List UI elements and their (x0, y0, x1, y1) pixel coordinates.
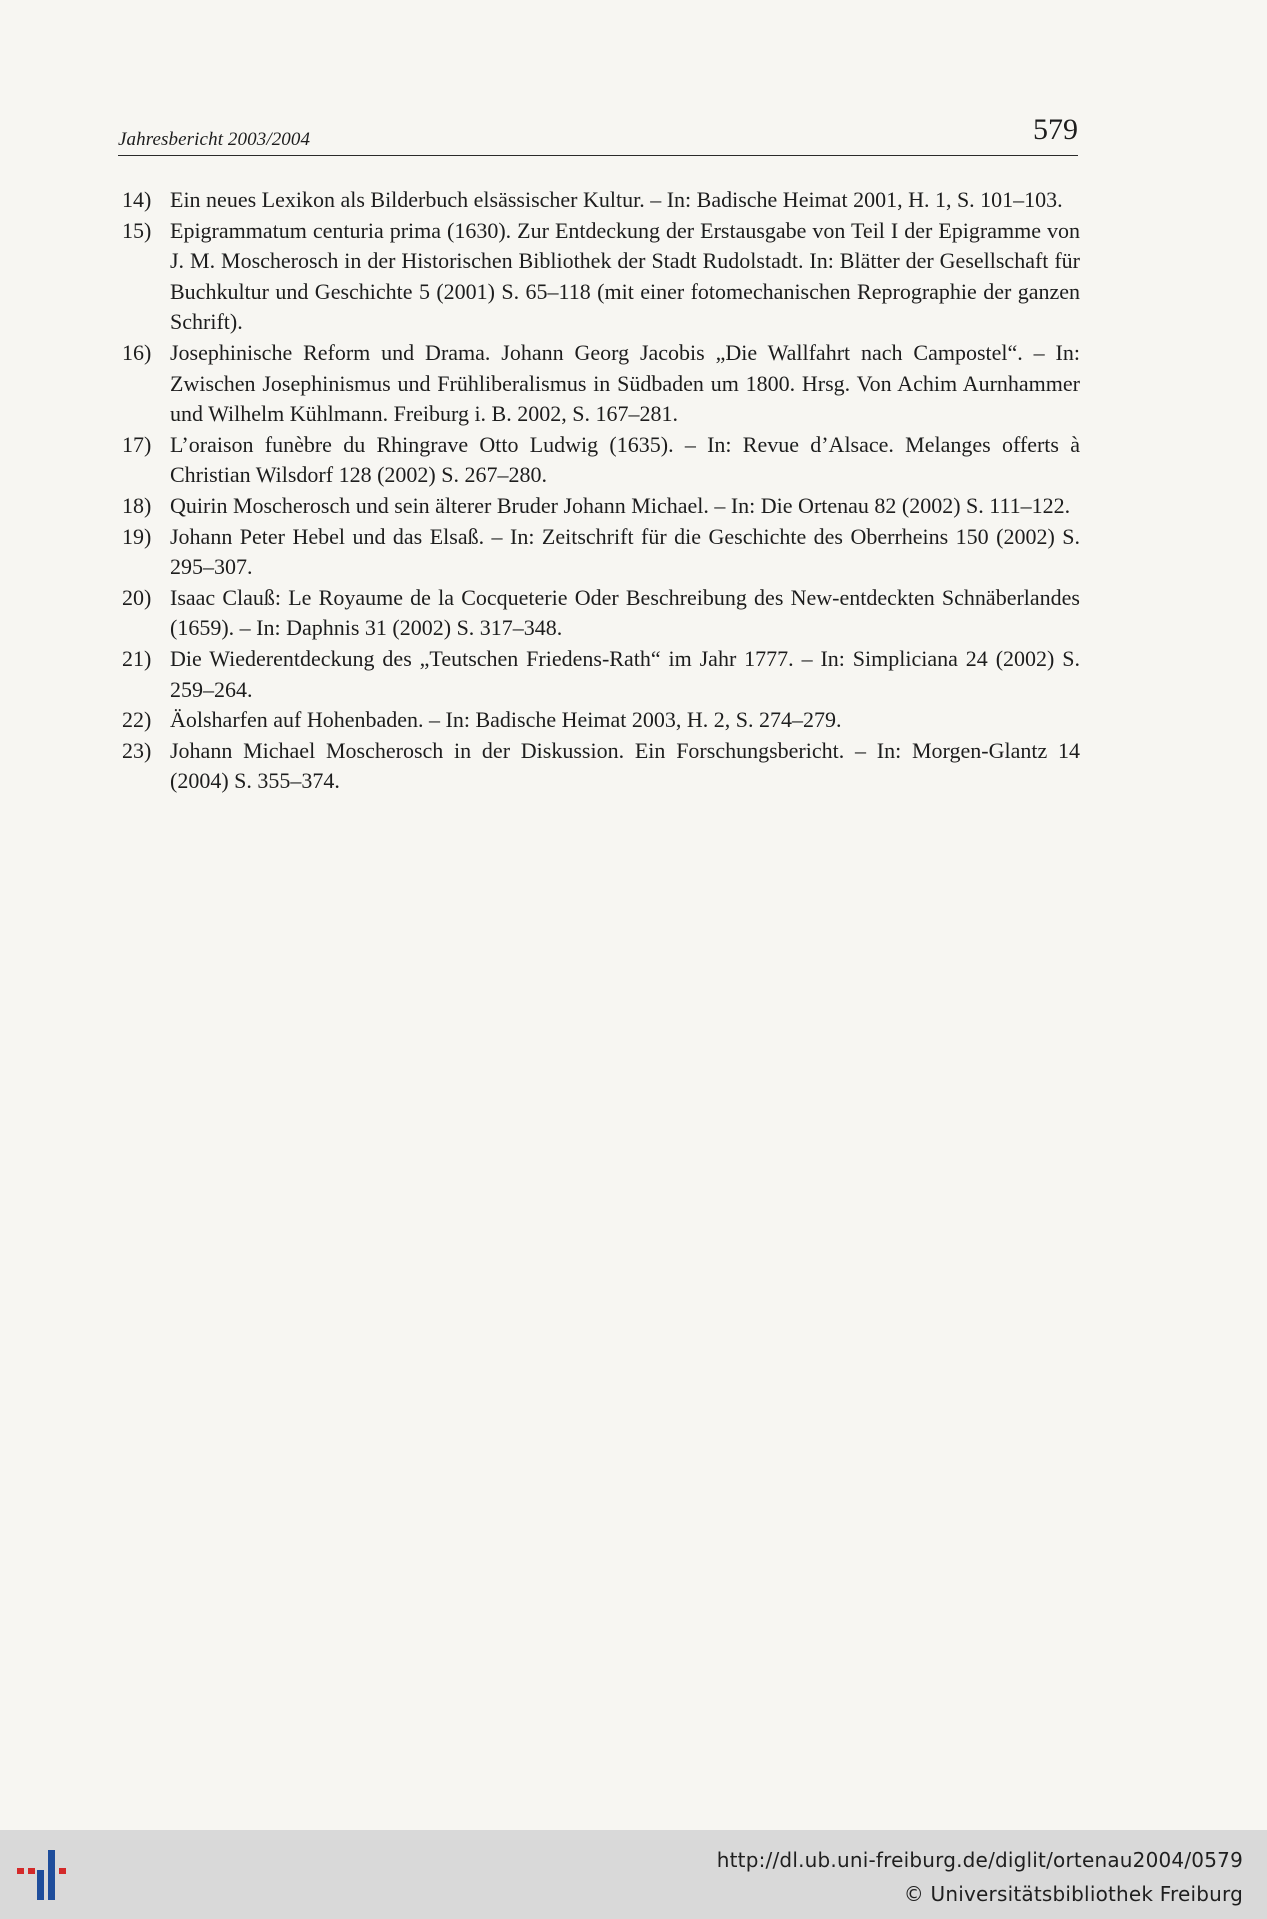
entry-number: 16) (122, 339, 152, 365)
entry-number: 23) (122, 737, 152, 763)
entry-number: 22) (122, 707, 152, 733)
entry-number: 15) (122, 217, 152, 243)
logo-red-right-square (59, 1868, 66, 1874)
entry-number: 19) (122, 523, 152, 549)
logo-red-left-square (28, 1868, 35, 1874)
bibliography-entry (118, 491, 1080, 522)
entry-number: 17) (122, 431, 152, 457)
entry-text: Die Wiederentdeckung des „Teutschen Friedens-Rath“ im Jahr 1777. – In: Simpliciana 24 (2002) S. 259–264. (170, 645, 1080, 702)
entry-number: 14) (122, 187, 152, 212)
entry-text: Quirin Moscherosch und sein älterer Bruder Johann Michael. – In: Die Ortenau 82 (2002) S. 111–122. (170, 492, 1071, 518)
footer-url-link[interactable]: http://dl.ub.uni-freiburg.de/diglit/ortenau2004/0579 (716, 1848, 1243, 1872)
footer-bar (0, 1830, 1267, 1919)
running-head (118, 113, 1078, 156)
bibliography-entry (118, 522, 1080, 583)
bibliography-entry (118, 583, 1080, 644)
entry-text: Äolsharfen auf Hohenbaden. – In: Badische Heimat 2003, H. 2, S. 274–279. (170, 707, 842, 733)
bibliography-entry (118, 644, 1080, 705)
bibliography-entry (118, 430, 1080, 491)
bibliography-entry (118, 185, 1080, 216)
ub-freiburg-logo-icon (17, 1850, 81, 1906)
entry-text: Isaac Clauß: Le Royaume de la Cocqueterie Oder Beschreibung des New-entdeckten Schnäberlandes (1659). – In: Daphnis 31 (2002) S. 317–348. (170, 584, 1080, 641)
entry-text: Johann Michael Moscherosch in der Diskussion. Ein Forschungsbericht. – In: Morgen-Glantz 14 (2004) S. 355–374. (170, 737, 1080, 794)
footer-copyright: © Universitätsbibliothek Freiburg (903, 1882, 1243, 1906)
bibliography-list (118, 185, 1080, 797)
bibliography-entry (118, 705, 1080, 736)
bibliography-entry (118, 736, 1080, 797)
entry-number: 20) (122, 584, 152, 610)
page-number: 579 (1033, 113, 1078, 146)
entry-text: Epigrammatum centuria prima (1630). Zur Entdeckung der Erstausgabe von Teil I der Epigramme von J. M. Moscherosch in der Historischen Bibliothek der Stadt Rudolstadt. In: Blätter der Gesellschaft für Buchkultur und Geschichte 5 (2001) S. 65–118 (mit einer fotomechanischen Reprographie der ganzen Schrift). (170, 217, 1080, 335)
entry-text: Josephinische Reform und Drama. Johann Georg Jacobis „Die Wallfahrt nach Campostel“. – In: Zwischen Josephinismus und Frühliberalismus in Südbaden um 1800. Hrsg. Von Achim Aurnhammer und Wilhelm Kühlmann. Freiburg i. B. 2002, S. 167–281. (170, 339, 1080, 427)
entry-number: 18) (122, 492, 152, 518)
running-title: Jahresbericht 2003/2004 (118, 129, 311, 150)
bibliography-entry (118, 338, 1080, 430)
entry-number: 21) (122, 645, 152, 671)
entry-text: L’oraison funèbre du Rhingrave Otto Ludwig (1635). – In: Revue d’Alsace. Melanges offerts à Christian Wilsdorf 128 (2002) S. 267–280. (170, 431, 1080, 488)
logo-blue-short-bar (37, 1870, 44, 1900)
bibliography-entry (118, 216, 1080, 338)
entry-text: Johann Peter Hebel und das Elsaß. – In: Zeitschrift für die Geschichte des Oberrheins 150 (2002) S. 295–307. (170, 523, 1080, 580)
logo-blue-tall-bar (48, 1850, 55, 1900)
entry-text: Ein neues Lexikon als Bilderbuch elsässischer Kultur. – In: Badische Heimat 2001, H. 1, S. 101–103. (170, 187, 1063, 212)
logo-red-left-square (17, 1868, 24, 1874)
